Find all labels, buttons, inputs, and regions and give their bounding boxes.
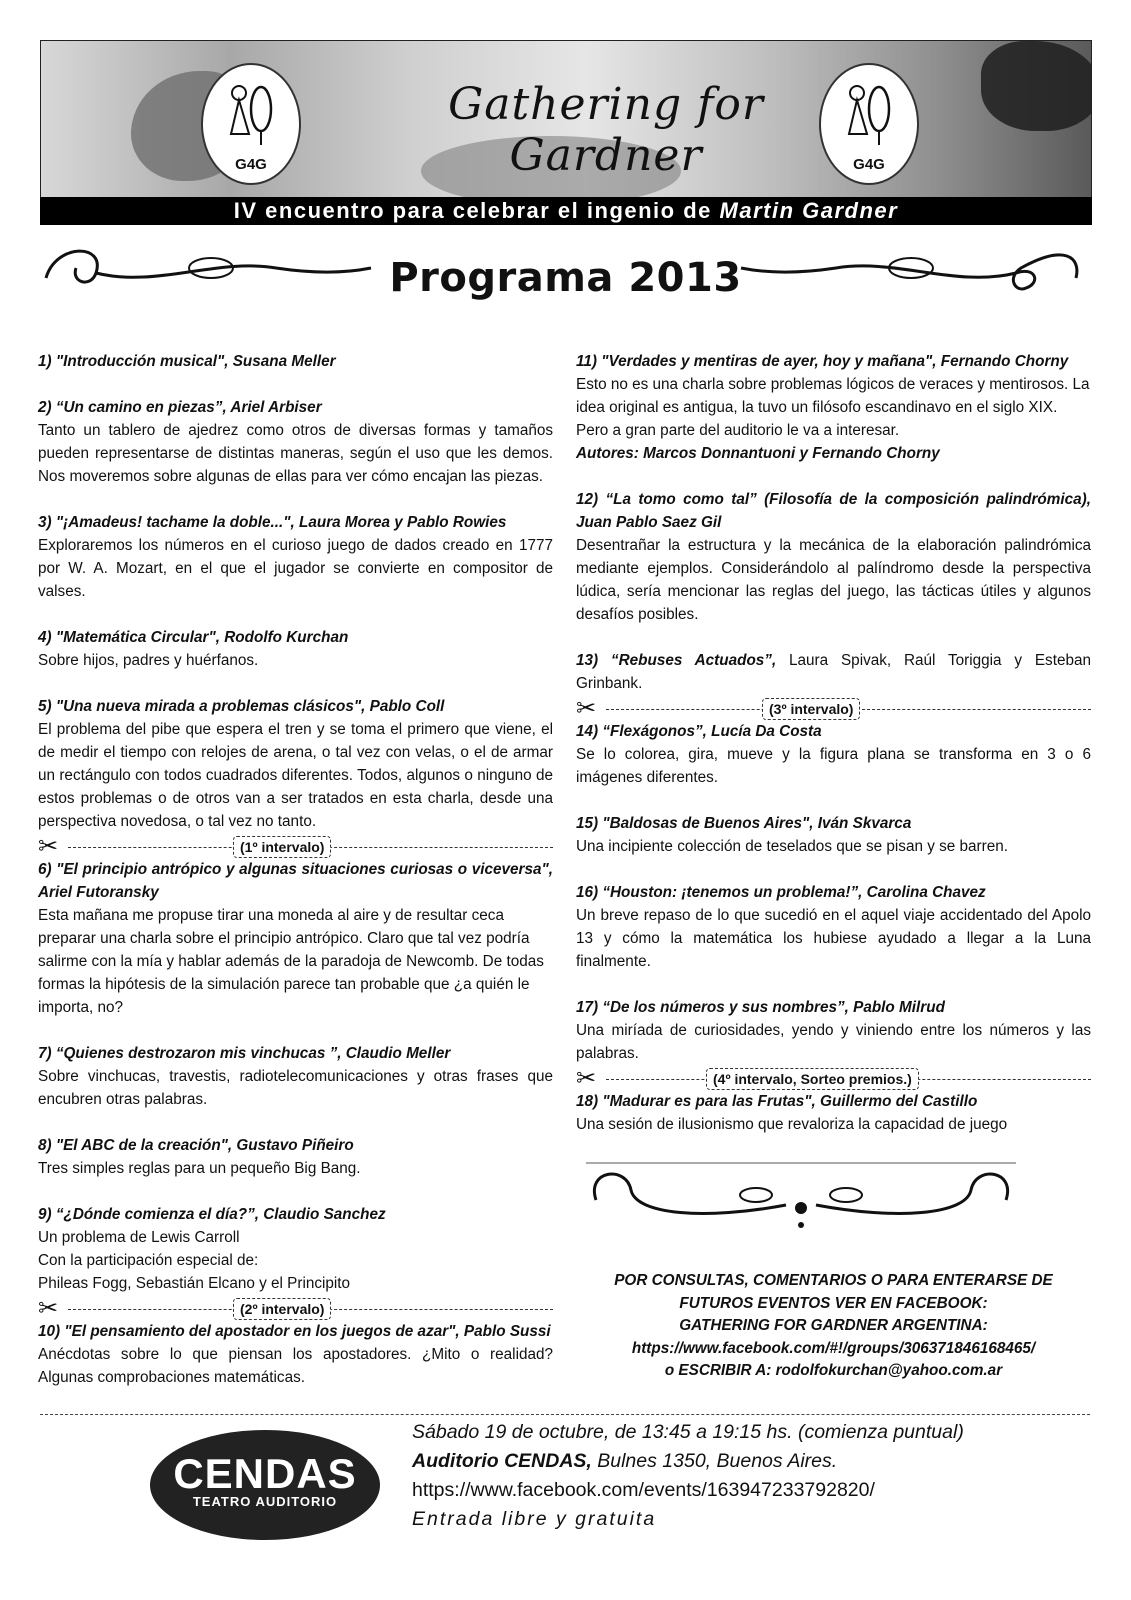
facebook-group-link[interactable]: https://www.facebook.com/#!/groups/306371846168465/ bbox=[631, 1339, 1036, 1357]
item-title: 14) “Flexágonos”, Lucía Da Costa bbox=[576, 723, 822, 740]
item-description: Un problema de Lewis Carroll Con la participación especial de: Phileas Fogg, Sebastián Elcano y el Principito bbox=[38, 1229, 351, 1292]
interval-label: (1º intervalo) bbox=[233, 836, 331, 858]
contact-info bbox=[576, 1270, 1091, 1383]
program-item bbox=[576, 881, 1091, 973]
program-item bbox=[576, 1090, 1091, 1136]
item-title: 17) “De los números y sus nombres”, Pablo Milrud bbox=[576, 999, 945, 1016]
program-item bbox=[38, 396, 553, 488]
item-title: 12) “La tomo como tal” (Filosofía de la composición palindrómica), Juan Pablo Saez Gil bbox=[576, 491, 1091, 531]
item-title: 4) "Matemática Circular", Rodolfo Kurchan bbox=[38, 629, 349, 646]
g4g-label: G4G bbox=[853, 156, 885, 173]
interval-divider bbox=[38, 1295, 553, 1322]
item-description: Tanto un tablero de ajedrez como otros de diversas formas y tamaños pueden representarse de distintas maneras, según el uso que les demos. Nos moveremos sobre algunas de ellas para ver cómo encajan las piezas. bbox=[38, 422, 553, 485]
event-date: Sábado 19 de octubre, de 13:45 a 19:15 hs. (comienza puntual) bbox=[412, 1421, 964, 1443]
item-description: Tres simples reglas para un pequeño Big Bang. bbox=[38, 1160, 361, 1177]
subtitle-bar bbox=[40, 197, 1092, 225]
cendas-logo-name: CENDAS bbox=[173, 1450, 357, 1497]
item-description: El problema del pibe que espera el tren y se toma el primero que viene, el de medir el tiempo con relojes de arena, o tal vez con velas, o el de armar un rectángulo con todos cuadrados diferentes. Todos, algunos o ninguno de estos problemas o de otros van a ser tratados en esta charla, desde una perspectiva novedosa, o tal vez no tanto. bbox=[38, 721, 553, 830]
item-authors: Autores: Marcos Donnantuoni y Fernando Chorny bbox=[576, 445, 940, 462]
event-entry: Entrada libre y gratuita bbox=[412, 1508, 657, 1530]
interval-divider bbox=[576, 695, 1091, 722]
program-item bbox=[38, 1042, 553, 1111]
contact-email[interactable]: o ESCRIBIR A: rodolfokurchan@yahoo.com.ar bbox=[664, 1362, 1003, 1379]
contact-group-name: GATHERING FOR GARDNER ARGENTINA: bbox=[679, 1317, 988, 1334]
item-description: Esta mañana me propuse tirar una moneda al aire y de resultar ceca preparar una charla sobre el principio antrópico. Claro que tal vez podría salirme con la mía y hablar además de la paradoja de Newcomb. De todas formas la hipótesis de la simulación parece tan probable que ¿a quién le importa, no? bbox=[38, 907, 544, 1016]
header-banner bbox=[40, 40, 1092, 199]
banner-decoration bbox=[981, 41, 1092, 131]
item-authors: Laura Spivak, Raúl Toriggia y Esteban Grinbank. bbox=[576, 652, 1091, 692]
item-description: Se lo colorea, gira, mueve y la figura plana se transforma en 3 o 6 imágenes diferentes. bbox=[576, 746, 1091, 786]
item-title: 1) "Introducción musical", Susana Meller bbox=[38, 353, 336, 370]
item-title: 11) "Verdades y mentiras de ayer, hoy y mañana", Fernando Chorny bbox=[576, 353, 1069, 370]
program-item bbox=[38, 1134, 553, 1180]
program-item bbox=[38, 350, 553, 373]
item-description: Esto no es una charla sobre problemas lógicos de veraces y mentirosos. La idea original es antigua, la tuvo un filósofo escandinavo en el siglo XIX. Pero a gran parte del auditorio le va a interesar. bbox=[576, 376, 1090, 439]
flourish-bottom-icon bbox=[586, 1160, 1016, 1240]
program-item bbox=[576, 720, 1091, 789]
item-title: 5) "Una nueva mirada a problemas clásicos", Pablo Coll bbox=[38, 698, 445, 715]
cendas-logo bbox=[150, 1430, 380, 1540]
item-description: Desentrañar la estructura y la mecánica de la elaboración palindrómica mediante ejemplos. Considerándolo al palíndromo desde la perspectiva lúdica, sería mencionar las reglas del juego, las tácticas útiles y algunos desafíos posibles. bbox=[576, 537, 1091, 623]
interval-label: (4º intervalo, Sorteo premios.) bbox=[706, 1068, 919, 1090]
scissors-icon: ✂ bbox=[38, 833, 59, 860]
program-item bbox=[38, 511, 553, 603]
interval-label: (3º intervalo) bbox=[762, 698, 860, 720]
contact-line: POR CONSULTAS, COMENTARIOS O PARA ENTERARSE DE bbox=[614, 1272, 1053, 1289]
scissors-icon: ✂ bbox=[576, 695, 597, 722]
item-description: Un breve repaso de lo que sucedió en el aquel viaje accidentado del Apolo 13 y cómo la matemática los hubiese ayudado a llegar a la Luna finalmente. bbox=[576, 907, 1091, 970]
item-title: 16) “Houston: ¡tenemos un problema!”, Carolina Chavez bbox=[576, 884, 986, 901]
item-title: 3) "¡Amadeus! tachame la doble...", Laura Morea y Pablo Rowies bbox=[38, 514, 507, 531]
item-description: Sobre hijos, padres y huérfanos. bbox=[38, 652, 259, 669]
program-item bbox=[576, 350, 1091, 465]
item-description: Una sesión de ilusionismo que revaloriza la capacidad de juego bbox=[576, 1116, 1008, 1133]
item-description: Anécdotas sobre lo que piensan los apostadores. ¿Mito o realidad? Algunas comprobaciones matemáticas. bbox=[38, 1346, 553, 1386]
item-description: Exploraremos los números en el curioso juego de dados creado en 1777 por W. A. Mozart, en el que el jugador se convierte en compositor de valses. bbox=[38, 537, 553, 600]
item-description: Una incipiente colección de teselados que se pisan y se barren. bbox=[576, 838, 1008, 855]
g4g-logo-left bbox=[201, 63, 301, 185]
interval-label: (2º intervalo) bbox=[233, 1298, 331, 1320]
g4g-label: G4G bbox=[235, 156, 267, 173]
interval-divider bbox=[576, 1065, 1091, 1092]
program-item bbox=[38, 695, 553, 833]
program-item bbox=[576, 649, 1091, 695]
contact-line: FUTUROS EVENTOS VER EN FACEBOOK: bbox=[679, 1294, 988, 1312]
program-item bbox=[38, 626, 553, 672]
footer-divider bbox=[40, 1414, 1090, 1415]
alice-mirror-icon bbox=[841, 79, 897, 149]
g4g-logo-right bbox=[819, 63, 919, 185]
program-left-column bbox=[38, 350, 553, 1412]
item-title: 9) “¿Dónde comienza el día?”, Claudio Sanchez bbox=[38, 1206, 386, 1223]
item-title: 10) "El pensamiento del apostador en los juegos de azar", Pablo Sussi bbox=[38, 1323, 551, 1340]
event-details bbox=[412, 1418, 964, 1534]
flourish-right-icon bbox=[736, 238, 1086, 298]
cendas-logo-subtitle: TEATRO AUDITORIO bbox=[192, 1494, 338, 1509]
scissors-icon: ✂ bbox=[38, 1295, 59, 1322]
event-link[interactable]: https://www.facebook.com/events/163947233792820/ bbox=[412, 1479, 875, 1501]
event-address: Bulnes 1350, Buenos Aires. bbox=[591, 1450, 838, 1472]
item-title: 6) "El principio antrópico y algunas situaciones curiosas o viceversa", Ariel Futoransky bbox=[38, 861, 553, 901]
item-title: 15) "Baldosas de Buenos Aires", Iván Skvarca bbox=[576, 815, 912, 832]
program-item bbox=[38, 1320, 553, 1389]
item-title: 18) "Madurar es para las Frutas", Guillermo del Castillo bbox=[576, 1093, 978, 1110]
event-venue: Auditorio CENDAS, bbox=[412, 1450, 592, 1472]
alice-mirror-icon bbox=[223, 79, 279, 149]
item-title: 2) “Un camino en piezas”, Ariel Arbiser bbox=[38, 399, 322, 416]
program-item bbox=[38, 1203, 553, 1295]
subtitle-name: Martin Gardner bbox=[719, 198, 899, 223]
item-title: 13) “Rebuses Actuados”, bbox=[576, 652, 777, 669]
item-description: Sobre vinchucas, travestis, radiotelecomunicaciones y otras frases que encubren otras palabras. bbox=[38, 1068, 553, 1108]
item-description: Una miríada de curiosidades, yendo y viniendo entre los números y las palabras. bbox=[576, 1022, 1091, 1062]
program-item bbox=[576, 996, 1091, 1065]
interval-divider bbox=[38, 833, 553, 860]
subtitle-text: IV encuentro para celebrar el ingenio de bbox=[233, 198, 712, 223]
program-right-column bbox=[576, 350, 1091, 1159]
program-item bbox=[576, 488, 1091, 626]
banner-title: Gathering for Gardner bbox=[448, 79, 764, 181]
scissors-icon: ✂ bbox=[576, 1065, 597, 1092]
program-title: Programa 2013 bbox=[389, 255, 742, 301]
program-item bbox=[38, 858, 553, 1019]
item-title: 7) “Quienes destrozaron mis vinchucas ”, Claudio Meller bbox=[38, 1045, 451, 1062]
item-title: 8) "El ABC de la creación", Gustavo Piñeiro bbox=[38, 1137, 354, 1154]
program-item bbox=[576, 812, 1091, 858]
